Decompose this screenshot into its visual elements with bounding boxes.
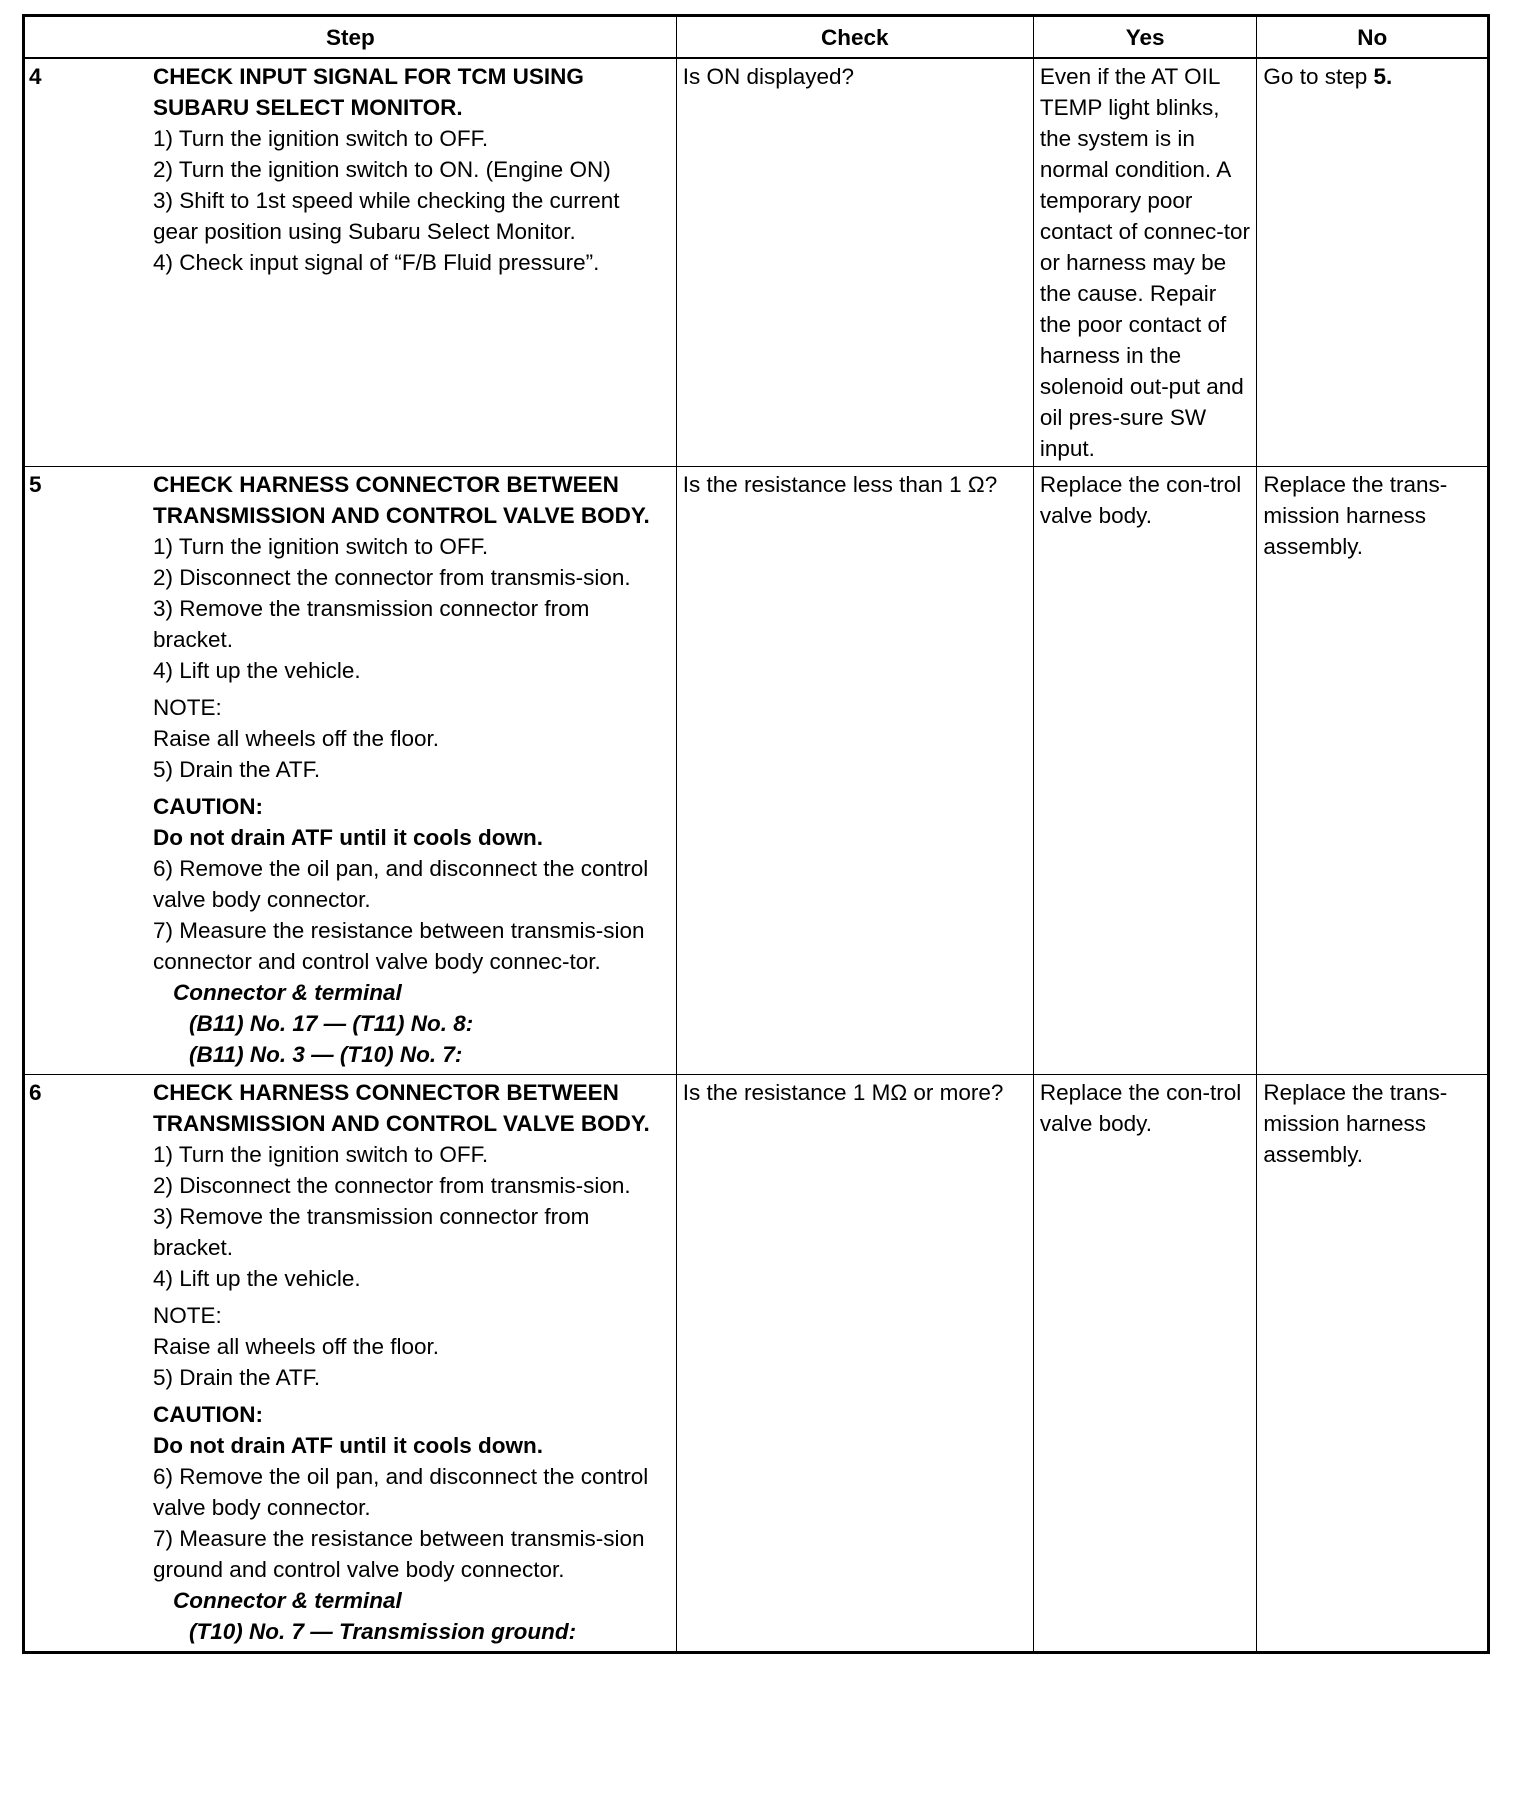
step-title: CHECK HARNESS CONNECTOR BETWEEN TRANSMISSION AND CONTROL VALVE BODY. <box>153 472 650 528</box>
step-body <box>153 1075 676 1651</box>
caution-label: CAUTION: <box>153 1402 263 1427</box>
procedure-item: 7) Measure the resistance between transmis-sion ground and control valve body connector. <box>153 1526 645 1582</box>
step-number: 5 <box>29 472 42 497</box>
caution-label: CAUTION: <box>153 794 263 819</box>
procedure-item: 4) Lift up the vehicle. <box>153 658 361 683</box>
procedure-item: 3) Shift to 1st speed while checking the current gear position using Subaru Select Monitor. <box>153 188 620 244</box>
step-title: CHECK HARNESS CONNECTOR BETWEEN TRANSMISSION AND CONTROL VALVE BODY. <box>153 1080 650 1136</box>
check-cell: Is the resistance 1 MΩ or more? <box>676 1075 1033 1653</box>
table-row-step-6 <box>24 1075 1489 1653</box>
procedure-item: 5) Drain the ATF. <box>153 1365 321 1390</box>
yes-cell: Even if the AT OIL TEMP light blinks, the system is in normal condition. A temporary poor contact of connec-tor or harness may be the cause. Repair the poor contact of harness in the solenoid out-put and oil pres-sure SW input. <box>1033 58 1257 467</box>
no-cell <box>1257 58 1489 467</box>
note-label: NOTE: <box>153 1303 222 1328</box>
procedure-item: 3) Remove the transmission connector from bracket. <box>153 1204 590 1260</box>
table-row-step-4 <box>24 58 1489 467</box>
procedure-item: 1) Turn the ignition switch to OFF. <box>153 1142 489 1167</box>
no-cell: Replace the trans-mission harness assembly. <box>1257 467 1489 1075</box>
procedure-item: 2) Disconnect the connector from transmis-sion. <box>153 565 631 590</box>
step-body <box>153 467 676 1074</box>
caution-text: Do not drain ATF until it cools down. <box>153 1433 543 1458</box>
procedure-item: 3) Remove the transmission connector from bracket. <box>153 596 590 652</box>
step-reference: 5. <box>1373 64 1393 89</box>
diagnostic-table <box>22 14 1490 1654</box>
procedure-item: 5) Drain the ATF. <box>153 757 321 782</box>
connector-terminal: (B11) No. 17 — (T11) No. 8: <box>189 1011 474 1036</box>
header-check: Check <box>676 16 1033 59</box>
procedure-item: 1) Turn the ignition switch to OFF. <box>153 534 489 559</box>
step-cell <box>24 467 677 1075</box>
yes-cell: Replace the con-trol valve body. <box>1033 467 1257 1075</box>
caution-text: Do not drain ATF until it cools down. <box>153 825 543 850</box>
table-header-row <box>24 16 1489 59</box>
note-text: Raise all wheels off the floor. <box>153 1334 439 1359</box>
header-step: Step <box>24 16 677 59</box>
procedure-item: 2) Disconnect the connector from transmis-sion. <box>153 1173 631 1198</box>
connector-label: Connector & terminal <box>173 980 402 1005</box>
procedure-item: 6) Remove the oil pan, and disconnect the control valve body connector. <box>153 1464 649 1520</box>
procedure-item: 7) Measure the resistance between transmis-sion connector and control valve body connec-tor. <box>153 918 645 974</box>
header-no: No <box>1257 16 1489 59</box>
procedure-item: 6) Remove the oil pan, and disconnect the control valve body connector. <box>153 856 649 912</box>
connector-terminal: (B11) No. 3 — (T10) No. 7: <box>189 1042 463 1067</box>
step-body <box>153 59 676 282</box>
table-row-step-5 <box>24 467 1489 1075</box>
connector-terminal: (T10) No. 7 — Transmission ground: <box>189 1619 577 1644</box>
procedure-item: 1) Turn the ignition switch to OFF. <box>153 126 489 151</box>
note-label: NOTE: <box>153 695 222 720</box>
check-cell: Is ON displayed? <box>676 58 1033 467</box>
step-number: 6 <box>29 1080 42 1105</box>
step-cell <box>24 1075 677 1653</box>
procedure-item: 4) Check input signal of “F/B Fluid pressure”. <box>153 250 600 275</box>
procedure-item: 2) Turn the ignition switch to ON. (Engine ON) <box>153 157 611 182</box>
step-title: CHECK INPUT SIGNAL FOR TCM USING SUBARU SELECT MONITOR. <box>153 64 584 120</box>
step-cell <box>24 58 677 467</box>
connector-label: Connector & terminal <box>173 1588 402 1613</box>
no-cell: Replace the trans-mission harness assembly. <box>1257 1075 1489 1653</box>
check-cell: Is the resistance less than 1 Ω? <box>676 467 1033 1075</box>
yes-cell: Replace the con-trol valve body. <box>1033 1075 1257 1653</box>
note-text: Raise all wheels off the floor. <box>153 726 439 751</box>
header-yes: Yes <box>1033 16 1257 59</box>
procedure-item: 4) Lift up the vehicle. <box>153 1266 361 1291</box>
step-number: 4 <box>29 64 42 89</box>
no-text: Go to step <box>1263 64 1374 89</box>
